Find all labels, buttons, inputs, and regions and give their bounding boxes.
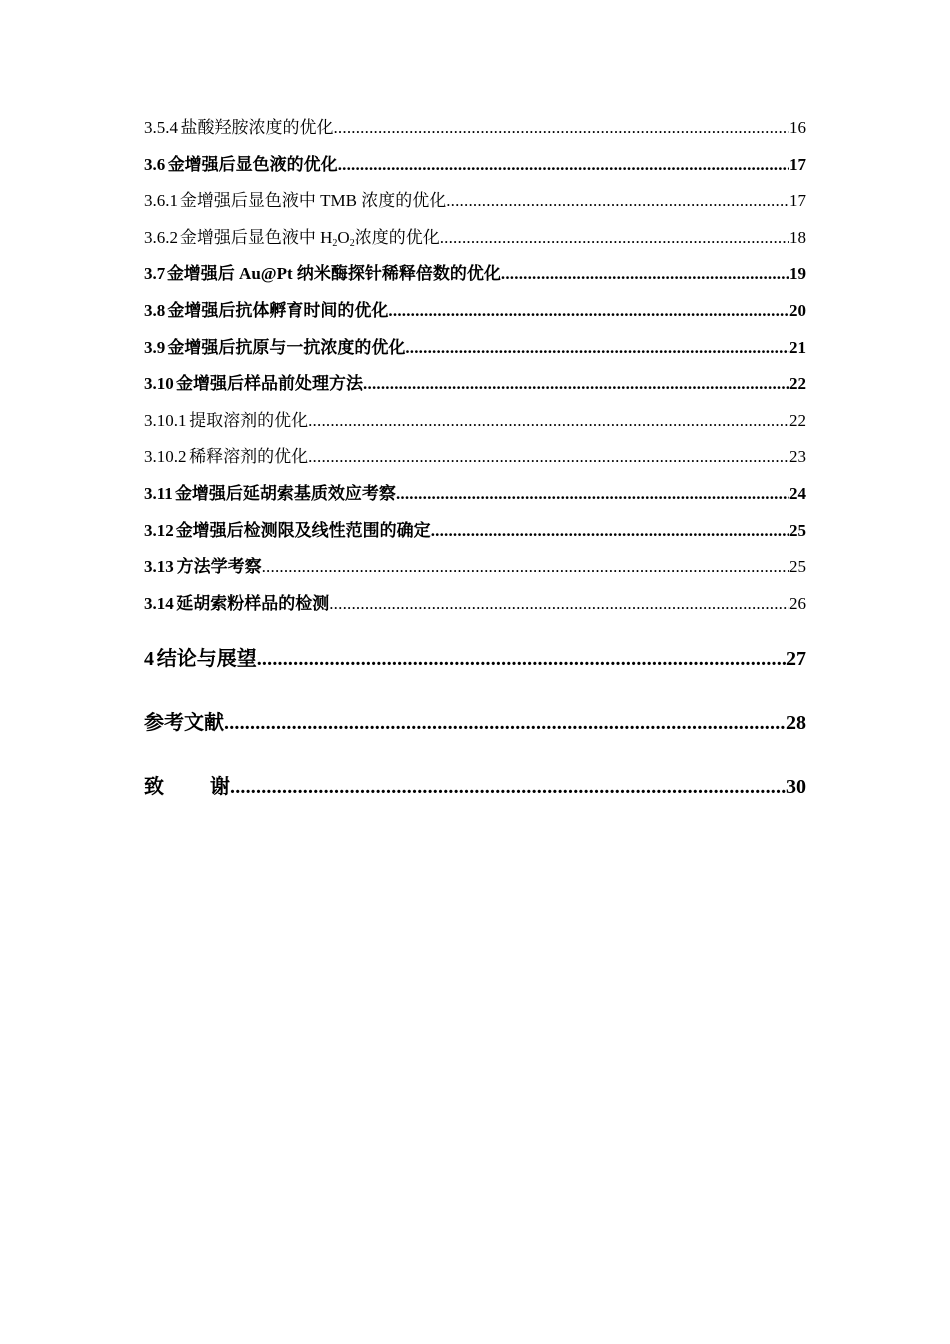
dot-leader (446, 186, 789, 216)
toc-entry-3-6[interactable] (144, 150, 806, 187)
dot-leader (405, 333, 789, 363)
toc-entry-number: 3.13 (144, 557, 174, 577)
toc-entry-number: 3.6.2 (144, 227, 178, 247)
toc-entry-page: 17 (789, 191, 806, 211)
toc-entry-title: 稀释溶剂的优化 (189, 447, 309, 467)
dot-leader (257, 639, 786, 679)
toc-entry-references[interactable] (144, 703, 806, 767)
toc-entry-number: 3.7 (144, 264, 166, 284)
toc-entry-number: 4 (144, 648, 154, 671)
toc-entry-3-6-2[interactable] (144, 223, 806, 260)
toc-entry-title: 致 谢 (144, 776, 230, 799)
toc-entry-page: 26 (789, 593, 806, 613)
toc-entry-page: 30 (786, 776, 806, 799)
toc-entry-3-10[interactable] (144, 369, 806, 406)
toc-entry-title: 结论与展望 (156, 648, 257, 671)
toc-entry-number: 3.10 (144, 374, 174, 394)
dot-leader (308, 406, 789, 436)
dot-leader (440, 223, 789, 253)
toc-entry-number: 3.14 (144, 593, 174, 613)
toc-entry-page: 20 (789, 300, 806, 320)
toc-entry-3-5-4[interactable] (144, 113, 806, 150)
toc-entry-page: 22 (789, 410, 806, 430)
toc-entry-page: 19 (789, 264, 806, 284)
toc-entry-4[interactable] (144, 639, 806, 703)
toc-entry-page: 16 (789, 118, 806, 137)
toc-entry-title: 金增强后抗体孵育时间的优化 (167, 300, 389, 320)
toc-entry-3-13[interactable] (144, 552, 806, 589)
dot-leader (262, 552, 789, 582)
toc-entry-title: 金增强后延胡索基质效应考察 (174, 483, 396, 503)
toc-entry-page: 28 (786, 712, 806, 735)
toc-entry-page: 25 (789, 557, 806, 577)
toc-entry-page: 27 (786, 648, 806, 671)
toc-entry-number: 3.5.4 (144, 118, 178, 137)
toc-entry-title: 盐酸羟胺浓度的优化 (180, 118, 334, 137)
toc-entry-title: 金增强后显色液中 $H_2O_2$浓度的优化 (179, 227, 440, 249)
dot-leader (338, 150, 789, 180)
toc-entry-number: 3.10.1 (144, 410, 187, 430)
dot-leader (431, 516, 789, 546)
dot-leader (230, 767, 786, 807)
toc-entry-number: 3.8 (144, 300, 166, 320)
toc-entry-title: 提取溶剂的优化 (189, 410, 309, 430)
toc-entry-title: 金增强后显色液的优化 (167, 154, 338, 174)
toc-entry-title: 方法学考察 (176, 557, 262, 577)
toc-entry-page: 18 (789, 227, 806, 247)
toc-entry-3-11[interactable] (144, 479, 806, 516)
toc-entry-page: 24 (789, 483, 806, 503)
toc-entry-title: 金增强后 Au@Pt 纳米酶探针稀释倍数的优化 (166, 264, 501, 284)
toc-entry-title: 金增强后抗原与一抗浓度的优化 (167, 337, 406, 357)
toc-entry-3-10-2[interactable] (144, 442, 806, 479)
toc-entry-3-10-1[interactable] (144, 406, 806, 443)
table-of-contents (144, 113, 806, 831)
toc-entry-title: 金增强后显色液中 TMB 浓度的优化 (179, 191, 447, 211)
toc-entry-3-14[interactable] (144, 589, 806, 626)
dot-leader (388, 296, 789, 326)
toc-entry-page: 21 (789, 337, 806, 357)
toc-entry-acknowledgements[interactable] (144, 767, 806, 831)
toc-entry-3-12[interactable] (144, 516, 806, 553)
toc-entry-number: 3.9 (144, 337, 166, 357)
toc-entry-3-7[interactable] (144, 259, 806, 296)
dot-leader (308, 442, 789, 472)
toc-entry-3-6-1[interactable] (144, 186, 806, 223)
toc-entry-3-8[interactable] (144, 296, 806, 333)
toc-entry-page: 22 (789, 374, 806, 394)
toc-entry-title: 金增强后样品前处理方法 (176, 374, 364, 394)
toc-entry-number: 3.10.2 (144, 447, 187, 467)
toc-entry-number: 3.12 (144, 520, 174, 540)
toc-entry-number: 3.11 (144, 483, 173, 503)
toc-entry-3-9[interactable] (144, 333, 806, 370)
dot-leader (363, 369, 789, 399)
dot-leader (501, 259, 789, 289)
dot-leader (224, 703, 786, 743)
toc-entry-title: 参考文献 (144, 712, 224, 735)
dot-leader (396, 479, 789, 509)
toc-entry-title: 延胡索粉样品的检测 (176, 593, 330, 613)
dot-leader (329, 589, 789, 619)
toc-entry-number: 3.6 (144, 154, 166, 174)
toc-entry-page: 25 (789, 520, 806, 540)
toc-entry-page: 23 (789, 447, 806, 467)
dot-leader (333, 113, 789, 143)
toc-entry-page: 17 (789, 154, 806, 174)
toc-entry-title: 金增强后检测限及线性范围的确定 (175, 520, 431, 540)
toc-entry-number: 3.6.1 (144, 191, 178, 211)
